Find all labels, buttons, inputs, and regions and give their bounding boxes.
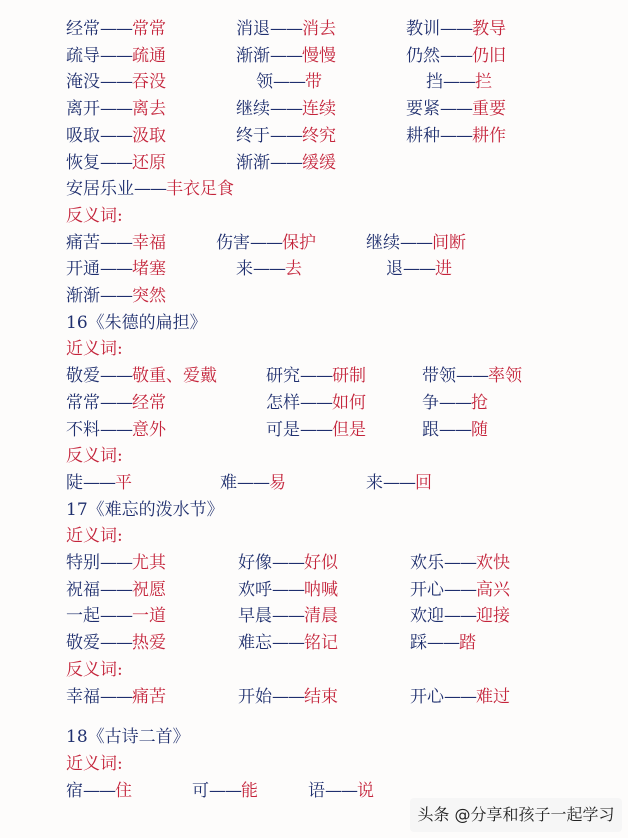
dash: ——: [272, 633, 304, 654]
word-b: 易: [269, 472, 286, 493]
word-pair: [410, 605, 510, 627]
word-a: 欢乐: [410, 553, 444, 573]
word-b: 还原: [132, 152, 166, 173]
word-pair: [66, 45, 166, 67]
word-b: 重要: [472, 99, 506, 120]
word-a: 领: [256, 72, 273, 93]
word-pair: [66, 71, 166, 93]
word-b: 清晨: [304, 606, 338, 627]
word-b: 连续: [302, 99, 336, 120]
word-b: 耕作: [472, 125, 506, 146]
word-a: 来: [236, 259, 253, 280]
word-a: 带领: [422, 366, 456, 387]
word-pair: [406, 98, 506, 120]
word-a: 痛苦: [66, 232, 100, 253]
word-pair: [406, 18, 506, 40]
dash: ——: [443, 72, 475, 93]
word-pair: [236, 258, 302, 280]
word-a: 终于: [236, 125, 270, 146]
word-b: 汲取: [132, 125, 166, 146]
word-pair: [66, 98, 166, 120]
word-pair: [266, 392, 366, 414]
word-a: 语: [308, 780, 325, 801]
word-a: 欢迎: [410, 606, 444, 627]
word-pair: [266, 419, 366, 441]
dash: ——: [100, 19, 132, 39]
word-a: 仍然: [406, 45, 440, 66]
lesson-17-synonym-label: 近义词:: [66, 526, 123, 547]
word-a: 可: [192, 780, 209, 801]
word-pair: [386, 258, 452, 280]
word-pair: [406, 125, 506, 147]
word-a: 宿: [66, 780, 83, 801]
word-a: 伤害: [216, 232, 250, 253]
word-b: 如何: [332, 392, 366, 413]
word-a: 难: [220, 472, 237, 493]
word-b: 结束: [304, 686, 338, 707]
dash: ——: [440, 45, 472, 66]
word-pair: [66, 152, 166, 174]
word-a: 要紧: [406, 99, 440, 120]
dash: ——: [100, 579, 132, 600]
word-a: 吸取: [66, 125, 100, 146]
word-pair: [238, 605, 338, 627]
word-a: 幸福: [66, 686, 100, 707]
word-a: 不料: [66, 419, 100, 440]
word-a: 争: [422, 392, 439, 413]
dash: ——: [237, 472, 269, 493]
word-b: 随: [471, 419, 488, 440]
word-b: 敬重、爱戴: [132, 366, 217, 387]
word-a: 教训: [406, 19, 440, 39]
word-a: 恢复: [66, 152, 100, 173]
word-a: 研究: [266, 366, 300, 387]
word-a: 渐渐: [66, 286, 100, 306]
word-a: 一起: [66, 606, 100, 627]
word-pair: [236, 98, 336, 120]
dash: ——: [272, 606, 304, 627]
word-b: 带: [305, 72, 322, 93]
dash: ——: [440, 99, 472, 120]
word-pair: [66, 125, 166, 147]
word-b: 慢慢: [302, 45, 336, 66]
word-b: 间断: [432, 232, 466, 253]
word-pair: [366, 232, 466, 254]
word-b: 意外: [132, 419, 166, 440]
word-a: 开心: [410, 686, 444, 707]
antonym-label: 反义词:: [66, 205, 123, 226]
word-b: 堵塞: [132, 259, 166, 280]
lesson-18-synonym-label: 近义词:: [66, 753, 123, 774]
word-pair: [236, 45, 336, 67]
word-pair: [192, 780, 258, 802]
word-pair: [410, 686, 510, 708]
word-b: 终究: [302, 125, 336, 146]
word-a: 祝福: [66, 579, 100, 600]
word-pair: [422, 419, 488, 441]
word-a: 好像: [238, 553, 272, 573]
dash: ——: [100, 45, 132, 66]
lesson-16-synonym-label: 近义词:: [66, 339, 123, 360]
dash: ——: [83, 780, 115, 801]
dash: ——: [100, 419, 132, 440]
lesson-18-title: 18《古诗二首》: [66, 727, 190, 748]
word-pair: [66, 686, 166, 708]
dash: ——: [444, 686, 476, 707]
dash: ——: [403, 259, 435, 280]
dash: ——: [270, 125, 302, 146]
lesson-17-antonym-label: 反义词:: [66, 659, 123, 680]
dash: ——: [100, 392, 132, 413]
word-a: 欢呼: [238, 579, 272, 600]
word-a: 踩: [410, 633, 427, 654]
word-pair: [66, 632, 166, 654]
word-a: 耕种: [406, 125, 440, 146]
word-b: 铭记: [304, 633, 338, 654]
dash: ——: [444, 553, 476, 573]
word-pair: [66, 392, 166, 414]
word-b: 热爱: [132, 633, 166, 654]
word-a: 继续: [366, 232, 400, 253]
dash: ——: [253, 259, 285, 280]
word-a: 渐渐: [236, 45, 270, 66]
word-b: 痛苦: [132, 686, 166, 707]
dash: ——: [100, 259, 132, 280]
word-a: 常常: [66, 392, 100, 413]
word-b: 研制: [332, 366, 366, 387]
word-a: 开心: [410, 579, 444, 600]
word-pair: [238, 552, 338, 574]
word-pair: [422, 392, 488, 414]
dash: ——: [270, 45, 302, 66]
word-b: 尤其: [132, 553, 166, 573]
dash: ——: [83, 472, 115, 493]
dash: ——: [100, 152, 132, 173]
dash: ——: [300, 392, 332, 413]
word-pair: [216, 232, 316, 254]
word-pair: [66, 780, 132, 802]
word-b: 一道: [132, 606, 166, 627]
word-b: 突然: [132, 286, 166, 306]
word-b: 踏: [459, 633, 476, 654]
word-pair: [410, 552, 510, 574]
dash: ——: [270, 152, 302, 173]
dash: ——: [444, 579, 476, 600]
word-pair: [236, 125, 336, 147]
word-a: 陡: [66, 472, 83, 493]
word-a: 继续: [236, 99, 270, 120]
dash: ——: [383, 472, 415, 493]
word-pair: [66, 232, 166, 254]
word-pair: [66, 365, 217, 387]
word-b: 率领: [488, 366, 522, 387]
word-b: 难过: [476, 686, 510, 707]
word-pair: [406, 45, 506, 67]
word-b: 去: [285, 259, 302, 280]
word-pair: [238, 632, 338, 654]
dash: ——: [272, 553, 304, 573]
word-b: 好似: [304, 553, 338, 573]
dash: ——: [300, 419, 332, 440]
dash: ——: [444, 606, 476, 627]
word-b: 但是: [332, 419, 366, 440]
dash: ——: [427, 633, 459, 654]
word-a: 安居乐业: [66, 179, 134, 200]
word-a: 敬爱: [66, 366, 100, 387]
word-b: 离去: [132, 99, 166, 120]
word-a: 特别: [66, 553, 100, 573]
dash: ——: [209, 780, 241, 801]
word-pair: [422, 365, 522, 387]
word-pair: [238, 686, 338, 708]
word-b: 幸福: [132, 232, 166, 253]
word-pair: [66, 258, 166, 280]
word-a: 难忘: [238, 633, 272, 654]
dash: ——: [100, 286, 132, 306]
dash: ——: [100, 99, 132, 120]
word-a: 开始: [238, 686, 272, 707]
dash: ——: [272, 686, 304, 707]
dash: ——: [100, 606, 132, 627]
word-b: 消去: [302, 19, 336, 39]
word-b: 丰衣足食: [166, 179, 234, 200]
word-pair: [238, 579, 338, 601]
dash: ——: [100, 633, 132, 654]
word-a: 挡: [426, 72, 443, 93]
word-a: 经常: [66, 19, 100, 39]
word-pair: [66, 552, 166, 574]
dash: ——: [100, 72, 132, 93]
dash: ——: [272, 579, 304, 600]
word-pair: [426, 71, 492, 93]
word-pair: [366, 472, 432, 494]
dash: ——: [440, 125, 472, 146]
dash: ——: [325, 780, 357, 801]
lesson-16-antonym-label: 反义词:: [66, 446, 123, 467]
dash: ——: [134, 179, 166, 200]
dash: ——: [439, 392, 471, 413]
word-b: 能: [241, 780, 258, 801]
word-b: 仍旧: [472, 45, 506, 66]
word-b: 迎接: [476, 606, 510, 627]
word-pair: [66, 472, 132, 494]
word-b: 抢: [471, 392, 488, 413]
dash: ——: [300, 366, 332, 387]
word-a: 来: [366, 472, 383, 493]
dash: ——: [100, 366, 132, 387]
word-a: 可是: [266, 419, 300, 440]
word-pair: [410, 632, 476, 654]
word-a: 渐渐: [236, 152, 270, 173]
word-b: 住: [115, 780, 132, 801]
dash: ——: [100, 125, 132, 146]
word-b: 说: [357, 780, 374, 801]
word-pair: [66, 18, 166, 40]
word-pair: [410, 579, 510, 601]
word-pair: [236, 152, 336, 174]
dash: ——: [100, 686, 132, 707]
word-a: 离开: [66, 99, 100, 120]
word-a: 退: [386, 259, 403, 280]
word-pair: [66, 579, 166, 601]
word-b: 经常: [132, 392, 166, 413]
word-a: 敬爱: [66, 633, 100, 654]
word-b: 高兴: [476, 579, 510, 600]
word-pair: [266, 365, 366, 387]
word-pair: [66, 605, 166, 627]
dash: ——: [100, 553, 132, 573]
dash: ——: [440, 19, 472, 39]
dash: ——: [456, 366, 488, 387]
dash: ——: [250, 232, 282, 253]
word-pair: [220, 472, 286, 494]
word-pair: [66, 178, 234, 200]
word-a: 消退: [236, 19, 270, 39]
lesson-17-title: 17《难忘的泼水节》: [66, 499, 224, 520]
word-b: 吞没: [132, 72, 166, 93]
word-pair: [308, 780, 374, 802]
word-b: 回: [415, 472, 432, 493]
word-pair: [66, 419, 166, 441]
word-a: 怎样: [266, 392, 300, 413]
word-b: 教导: [472, 19, 506, 39]
lesson-16-title: 16《朱德的扁担》: [66, 312, 207, 333]
dash: ——: [100, 232, 132, 253]
word-b: 呐喊: [304, 579, 338, 600]
word-pair: [236, 18, 336, 40]
watermark: 头条 @分享和孩子一起学习: [410, 798, 622, 832]
word-b: 保护: [282, 232, 316, 253]
word-pair: [66, 285, 166, 307]
word-a: 淹没: [66, 72, 100, 93]
word-a: 疏导: [66, 45, 100, 66]
word-b: 常常: [132, 19, 166, 39]
dash: ——: [273, 72, 305, 93]
dash: ——: [270, 19, 302, 39]
word-a: 跟: [422, 419, 439, 440]
word-b: 拦: [475, 72, 492, 93]
word-b: 欢快: [476, 553, 510, 573]
word-b: 缓缓: [302, 152, 336, 173]
dash: ——: [439, 419, 471, 440]
word-a: 早晨: [238, 606, 272, 627]
word-b: 疏通: [132, 45, 166, 66]
word-b: 祝愿: [132, 579, 166, 600]
word-pair: [256, 71, 322, 93]
word-b: 进: [435, 259, 452, 280]
dash: ——: [400, 232, 432, 253]
word-a: 开通: [66, 259, 100, 280]
dash: ——: [270, 99, 302, 120]
word-b: 平: [115, 472, 132, 493]
